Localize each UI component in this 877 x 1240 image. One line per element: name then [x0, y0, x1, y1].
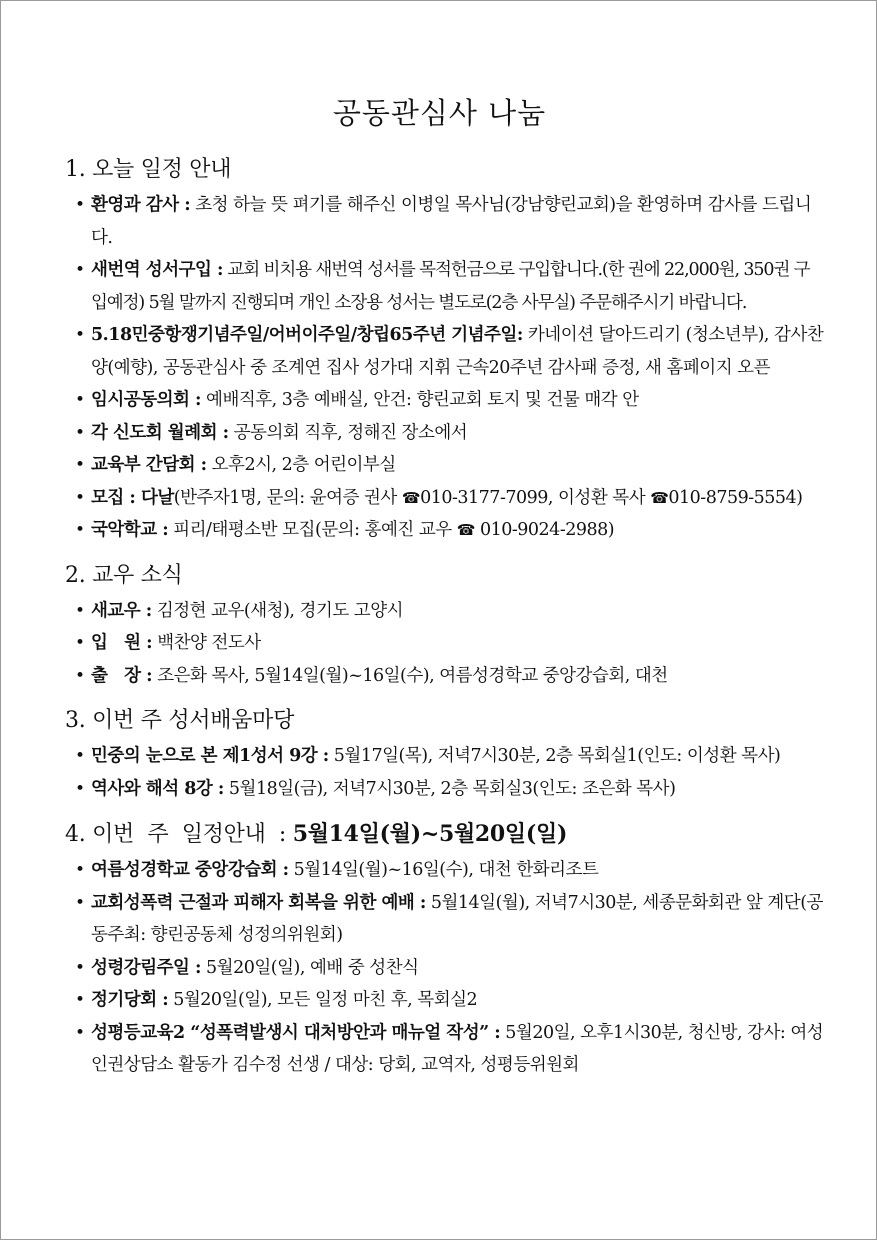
- bullet-icon: •: [75, 665, 85, 686]
- bullet-icon: •: [75, 455, 85, 475]
- list-item-summer-school: • 여름성경학교 중앙강습회 : 5월14일(월)~16일(수), 대천 한화리조트: [65, 854, 825, 887]
- list-item-regular-session: • 정기당회 : 5월20일(일), 모든 일정 마친 후, 목회실2: [65, 984, 825, 1017]
- bullet-icon: •: [75, 892, 85, 913]
- bullet-icon: •: [75, 390, 85, 410]
- bullet-icon: •: [75, 325, 85, 345]
- document-body: [65, 153, 825, 1094]
- bullet-icon: •: [75, 990, 85, 1010]
- list-item-history-lecture-8: • 역사와 해석 8강 : 5월18일(금), 저녁7시30분, 2층 목회실3(인도: 조은화 목사): [65, 773, 825, 806]
- list-item-violence-worship: • 교회성폭력 근절과 피해자 회복을 위한 예배 : 5월14일(월), 저녁7시30분, 세종문화회관 앞 계단(공동주최: 향린공동체 성정의위원회): [65, 887, 825, 952]
- bullet-icon: •: [75, 860, 85, 880]
- list-item-recruit-danal: • 모집 : 다날(반주자1명, 문의: 윤여증 권사 ☎010-3177-7099, 이성환 목사 ☎010-8759-5554): [65, 482, 825, 515]
- list-item-education-meeting: • 교육부 간담회 : 오후2시, 2층 어린이부실: [65, 449, 825, 482]
- list-item-pentecost: • 성령강림주일 : 5월20일(일), 예배 중 성찬식: [65, 952, 825, 985]
- bullet-icon: •: [75, 195, 85, 215]
- list-item-congregation-meeting: • 임시공동의회 : 예배직후, 3층 예배실, 안건: 향린교회 토지 및 건물 매각 안: [65, 384, 825, 417]
- bullet-icon: •: [75, 520, 85, 540]
- list-item-bible-lecture-9: • 민중의 눈으로 본 제1성서 9강 : 5월17일(목), 저녁7시30분, 2층 목회실1(인도: 이성환 목사): [65, 740, 825, 773]
- list-item-new-member: • 새교우 : 김정현 교우(새청), 경기도 고양시: [65, 595, 825, 628]
- list-item-gukak-school: • 국악학교 : 피리/태평소반 모집(문의: 홍예진 교우 ☎ 010-9024-2988): [65, 514, 825, 547]
- bullet-icon: •: [75, 746, 85, 766]
- phone-icon: ☎: [650, 488, 669, 507]
- bullet-icon: •: [75, 600, 85, 621]
- section-heading: 2. 교우 소식: [65, 562, 183, 588]
- list-item-memorial-sunday: • 5.18민중항쟁기념주일/어버이주일/창립65주년 기념주일: 카네이션 달아드리기 (청소년부), 감사찬양(예향), 공동관심사 중 조계연 집사 성가대 지휘 근속20주년 감사패 증정, 새 홈페이지 오픈: [65, 319, 825, 384]
- page-title: 공동관심사 나눔: [332, 96, 547, 130]
- phone-icon: ☎: [456, 521, 475, 539]
- section-today-schedule: [65, 153, 825, 547]
- list-item-bible-purchase: • 새번역 성서구입 : 교회 비치용 새번역 성서를 목적헌금으로 구입합니다.(한 권에 22,000원, 350권 구입예정) 5월 말까지 진행되며 개인 소장용 성서는 별도로(2층 사무실) 주문해주시기 바랍니다.: [65, 254, 825, 319]
- bullet-icon: •: [75, 778, 85, 799]
- list-item-hospitalized: • 입 원 : 백찬양 전도사: [65, 627, 825, 660]
- section-member-news: [65, 559, 825, 693]
- bullet-icon: •: [75, 633, 85, 653]
- list-item-welcome: • 환영과 감사 : 초청 하늘 뜻 펴기를 해주신 이병일 목사님(강남향린교회)을 환영하며 감사를 드립니다.: [65, 189, 825, 254]
- bullet-icon: •: [75, 1022, 85, 1043]
- phone-icon: ☎: [401, 488, 421, 507]
- bullet-icon: •: [75, 957, 85, 978]
- bullet-icon: •: [75, 260, 85, 280]
- list-item-gender-education: • 성평등교육2 “성폭력발생시 대처방안과 매뉴얼 작성” : 5월20일, 오후1시30분, 청신방, 강사: 여성인권상담소 활동가 김수정 선생 / 대상: 당회, 교역자, 성평등위원회: [65, 1017, 825, 1082]
- section-bible-study: [65, 704, 825, 805]
- section-heading: 1. 오늘 일정 안내: [65, 157, 232, 182]
- list-item-business-trip: • 출 장 : 조은화 목사, 5월14일(월)~16일(수), 여름성경학교 중앙강습회, 대천: [65, 660, 825, 693]
- section-heading: 3. 이번 주 성서배움마당: [65, 708, 295, 733]
- list-item-monthly-meeting: • 각 신도회 월례회 : 공동의회 직후, 정해진 장소에서: [65, 417, 825, 450]
- bullet-icon: •: [75, 422, 85, 443]
- bullet-icon: •: [75, 487, 85, 508]
- section-week-schedule: [65, 817, 825, 1082]
- section-heading: 4. 이번 주 일정안내 : 5월14일(월)~5월20일(일): [65, 821, 568, 847]
